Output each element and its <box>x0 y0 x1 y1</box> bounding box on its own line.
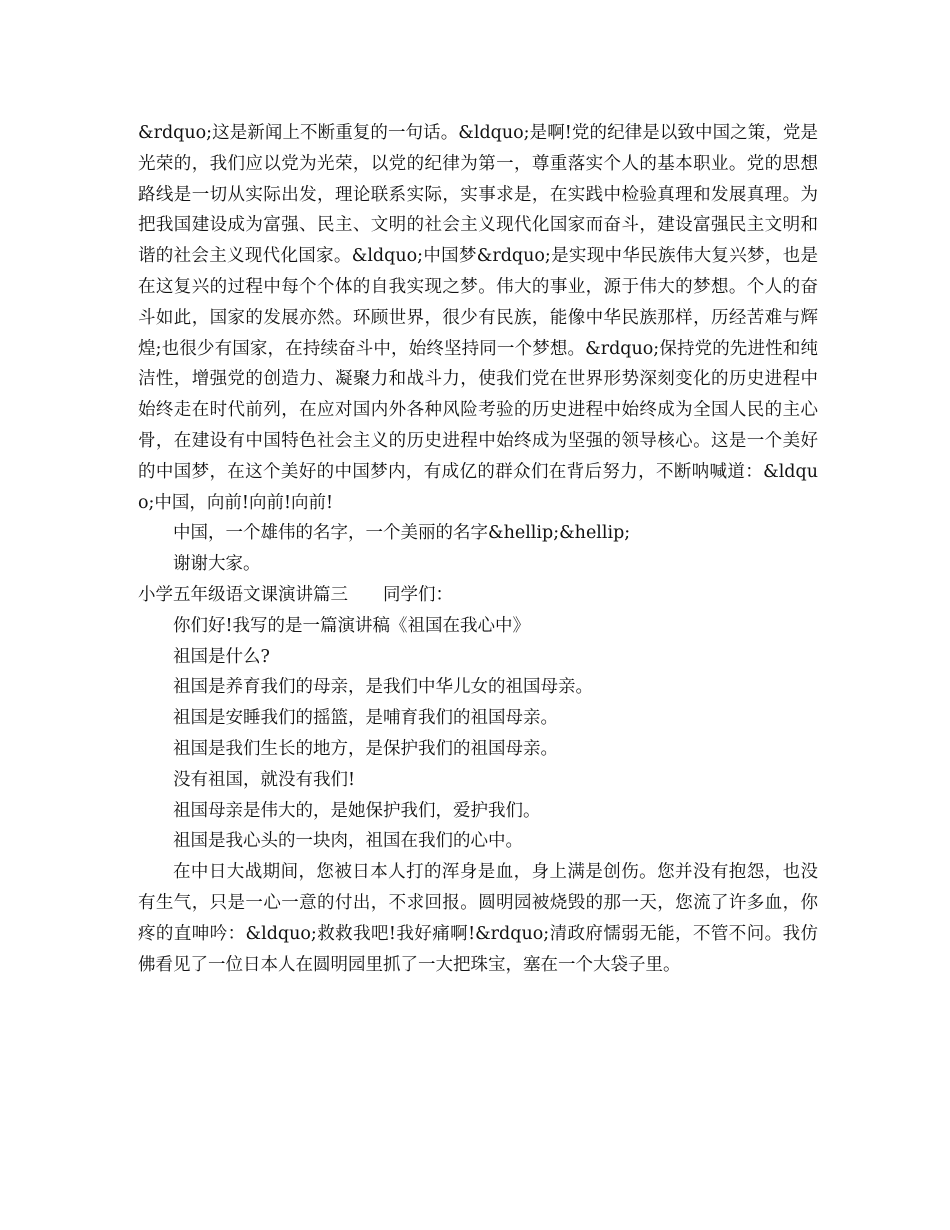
paragraph-great: 祖国母亲是伟大的，是她保护我们，爱护我们。 <box>173 800 541 821</box>
paragraph-china-name: 中国，一个雄伟的名字，一个美丽的名字&hellip;&hellip; <box>173 523 631 544</box>
paragraph-war: 在中日大战期间，您被日本人打的浑身是血，身上满是创伤。您并没有抱怨，也没有生气，只是一心一意的付出，不求回报。圆明园被烧毁的那一天，您流了许多血，你疼的直呻吟：&ldquo;救救我吧!我好痛啊!&rdquo;清政府懦弱无能，不管不问。我仿佛看见了一位日本人在圆明园里抓了一大把珠宝，塞在一个大袋子里。 <box>138 862 818 975</box>
paragraph-homeland: 祖国是我们生长的地方，是保护我们的祖国母亲。 <box>173 738 558 759</box>
paragraph-cradle: 祖国是安睡我们的摇篮，是哺育我们的祖国母亲。 <box>173 708 558 729</box>
paragraph-greeting: 你们好!我写的是一篇演讲稿《祖国在我心中》 <box>173 615 531 636</box>
paragraph-without: 没有祖国，就没有我们! <box>173 769 356 790</box>
paragraph-continuation: &rdquo;这是新闻上不断重复的一句话。&ldquo;是啊!党的纪律是以致中国之策，党是光荣的，我们应以党为光荣，以党的纪律为第一，尊重落实个人的基本职业。党的思想路线是一切从实际出发，理论联系实际，实事求是，在实践中检验真理和发展真理。为把我国建设成为富强、民主、文明的社会主义现代化国家而奋斗，建设富强民主文明和谐的社会主义现代化国家。&ldquo;中国梦&rdquo;是实现中华民族伟大复兴梦，也是在这复兴的过程中每个个体的自我实现之梦。伟大的事业，源于伟大的梦想。个人的奋斗如此，国家的发展亦然。环顾世界，很少有民族，能像中华民族那样，历经苦难与辉煌;也很少有国家，在持续奋斗中，始终坚持同一个梦想。&rdquo;保持党的先进性和纯洁性，增强党的创造力、凝聚力和战斗力，使我们党在世界形势深刻变化的历史进程中始终走在时代前列，在应对国内外各种风险考验的历史进程中始终成为全国人民的主心骨，在建设有中国特色社会主义的历史进程中始终成为坚强的领导核心。这是一个美好的中国梦，在这个美好的中国梦内，有成亿的群众们在背后努力，不断呐喊道：&ldquo;中国，向前!向前!向前! <box>138 123 818 513</box>
section-heading: 小学五年级语文课演讲篇三 同学们： <box>138 584 453 605</box>
document-body <box>138 118 818 980</box>
paragraph-thanks: 谢谢大家。 <box>173 554 261 575</box>
paragraph-mother: 祖国是养育我们的母亲，是我们中华儿女的祖国母亲。 <box>173 677 593 698</box>
paragraph-question: 祖国是什么? <box>173 646 270 667</box>
paragraph-heart: 祖国是我心头的一块肉，祖国在我们的心中。 <box>173 831 523 852</box>
